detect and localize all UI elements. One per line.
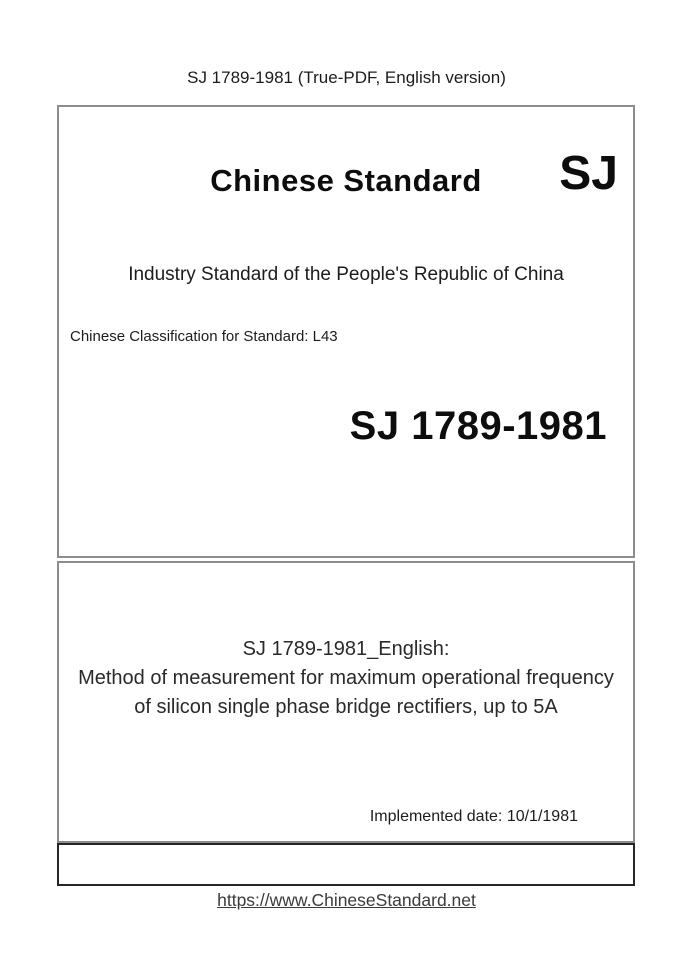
abstract-box [57, 561, 635, 843]
abstract-title-line: SJ 1789-1981_English: [242, 638, 450, 660]
org-line: Industry Standard of the People's Republic of China [128, 264, 564, 285]
page-header-title: SJ 1789-1981 (True-PDF, English version) [187, 68, 506, 87]
page-footer [0, 890, 693, 911]
brand-title: Chinese Standard [210, 163, 482, 198]
standard-number: SJ 1789-1981 [349, 404, 607, 448]
abstract-desc-line-1: Method of measurement for maximum operational frequency [78, 667, 614, 689]
footer-link[interactable]: https://www.ChineseStandard.net [217, 890, 476, 910]
implemented-date: Implemented date: 10/1/1981 [369, 808, 578, 825]
empty-strip-box [57, 843, 635, 886]
abstract-desc-line-2: of silicon single phase bridge rectifiers, up to 5A [134, 696, 558, 718]
classification-line: Chinese Classification for Standard: L43 [70, 328, 338, 345]
cover-box [57, 105, 635, 558]
abstract-text-block [59, 635, 633, 722]
brand-logo-text: SJ [559, 147, 618, 200]
